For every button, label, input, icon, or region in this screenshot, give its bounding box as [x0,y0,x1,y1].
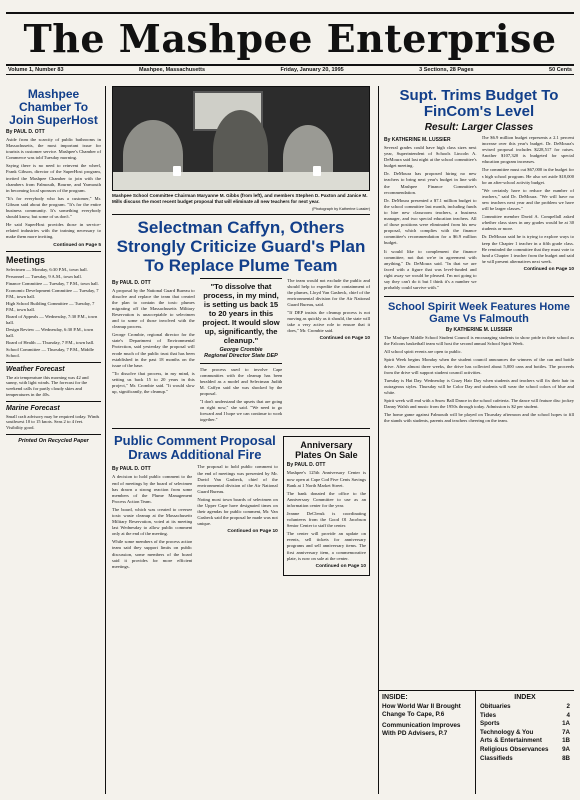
concerns-columns [112,464,278,571]
inside-item: Communication Improves With PD Advisers, P.7 [382,722,461,737]
spirit-paragraph: Spirit Week begins Monday when the student council announces the winners of the can and bottle drive. After almost three weeks, the drive has collected about 5,000 cans and bottles. The proceeds from the drive will support student council activities. [384,357,574,375]
weather-heading: Weather Forecast [6,365,65,373]
concerns-col-2 [197,464,277,571]
divider [112,428,370,429]
index-row [480,729,570,738]
superhost-paragraph: He said SuperHost provides those in service-related industries with the training necessary to make them more inviting. [6,222,101,240]
lower-center [112,432,370,575]
index-name: Obituaries [480,703,511,710]
anniversary-story [283,432,370,575]
budget-paragraph: The $6.9 million budget represents a 2.1 percent increase over this year's budget. Dr. DeMoura's revised proposal includes $228,517 for raises. Another $107,320 is budgeted for special education program increases. [481,135,574,165]
meetings-heading: Meetings [6,254,46,265]
meeting-item: Selectmen — Monday, 6:30 P.M., town hall. [6,266,88,272]
main-paragraph: The team would not exclude the public and should help to expedite the containment of the plumes, Lloyd Van Gasbeck, chief of the environmental division for the Air National Guard Bureau, said. [287,277,370,307]
inside-box [379,691,476,794]
superhost-paragraph: Aside from the scarcity of public bathrooms in Massachusetts, the most important issue for tourists is customer service. Mashpee's Chamber of Commerce was told Tuesday morning. [6,137,101,161]
concerns-paragraph: The proposal to hold public comment to the end of meetings was presented by Mr. David Van Gasbeck, chief of the environmental division of the Air National Guard Bureau. [197,464,278,494]
anniversary-continued: Continued on Page 10 [315,563,366,569]
photo-credit: (Photograph by Katherine Lussier) [312,206,370,211]
budget-paragraph: The committee must cut $67,000 in the budget for a high school program. He also set aside $18,000 for an after-school activity budget. [481,167,574,185]
right-column [378,86,574,794]
main-paragraph: A proposal by the National Guard Bureau to dissolve and replace the team that created the plan to contain the toxic plumes migrating off the Massachusetts Military Reservation is unacceptable to selectmen and to some of those involved with the cleanup process. [112,287,195,330]
index-name: Sports [480,720,500,728]
recycled-note: Printed On Recycled Paper [18,438,89,445]
pull-quote-text: "To dissolve that process, in my mind, is setting us back 15 to 20 years in this project. It would slow up, significantly, the cleanup." [202,281,280,345]
marine-heading: Marine Forecast [6,404,60,412]
index-row [480,720,570,729]
divider [6,251,101,252]
index-page: 1A [562,720,570,728]
main-paragraph: "If DEP insists the cleanup process is not moving as quickly as it should, the state will take a very active role to ensure that it does," Mr. Crombie said. [287,310,370,334]
budget-paragraph: Several grades could have high class sizes next year, Superintendent of Schools Lincoln A. DeMoura said last night at the school committee's budget meeting. [384,145,477,169]
budget-paragraph: Committee member David A. Compellall asked whether class sizes in any grades would be at 30 students or more. [481,214,574,232]
volume-number: Volume 1, Number 83 [8,67,64,73]
spirit-paragraph: Spirit week will end with a Snow Ball Dance in the school cafeteria. The dance will feature disc jockey Danny Walsh and music from the 1950s through today. Admission is $2 per student. [384,398,574,410]
center-column [112,86,370,794]
index-row [480,737,570,746]
photo-table [113,172,369,190]
divider [6,434,101,435]
main-story-col-1 [112,278,195,426]
budget-continued: Continued on Page 10 [523,266,574,272]
main-headline: Selectman Caffyn, Others Strongly Criticize Guard's Plan To Replace Plume Team [116,217,366,275]
budget-col-2 [482,135,575,293]
spirit-byline: By KATHERINE M. LUSSIER [445,327,513,334]
index-row [480,755,570,764]
superhost-paragraph: "It's for everybody who has a customer," Mr. Gibson said about the program. "It's for the entire business community. It's something everybody should know, but some of us don't." [6,195,101,220]
concerns-story [112,432,278,575]
meeting-item: High School Building Committee — Tuesday, 7 P.M., town hall. [6,300,95,312]
spirit-body [384,335,574,525]
concerns-paragraph: Noting most town boards of selectmen on the Upper Cape have designated times on their agendas for public comment, Mr. Van Gasbeck said the proposal he made was not unique. [197,496,278,527]
index-page: 8B [562,754,570,762]
main-paragraph: "To dissolve that process, in my mind, is setting us back 15 to 20 years in this project," Mr. Crombie said. "It would slow up, significantly, the cleanup." [112,370,195,395]
anniversary-paragraph: Jeanne DeCleruk is coordinating volunteers from the Good Ol Jacobson Senior Center to staff the center. [286,511,366,529]
budget-paragraph: Dr. DeMoura presented a $7.1 million budget to the school committee last month, including funds to hire new classroom teachers, a business manager, and two special education teachers. All of those positions were eliminated from his new proposal, which complies with the finance committee's recommendation for a $6.9 million budget. [384,197,477,246]
anniversary-paragraph: The center will provide an update on events, sell tickets for anniversary programs and sell anniversary items. The first anniversary item, a commemorative plate, is now on sale at the center. [286,531,366,561]
superhost-paragraph: Saying there is no need to reinvent the wheel, Frank Gibson, director of the SuperHost program, invited the Mashpee Chamber to join with the chambers from Falmouth, Bourne, and Yarmouth in becoming local sponsors of the program. [6,163,101,193]
main-paragraph: George Crombie, regional director for the state's Department of Environmental Protection, said yesterday the proposal will erode much of the public trust that has been established in the past 18 months on the issue of the base. [112,332,195,368]
divider [112,214,370,215]
main-paragraph: "I don't understand the upsets that are going on right now," she said. "We need to go forward and I hope we can continue to work together." [199,399,283,423]
superhost-headline: Mashpee Chamber To Join SuperHost [9,87,98,127]
index-label: INDEX [514,694,536,701]
index-name: Religious Observances [480,745,549,753]
pull-quote [200,278,283,364]
index-name: Tides [480,711,497,719]
index-row [480,703,570,712]
main-story-col-2 [200,278,283,426]
meetings-list [6,267,101,359]
divider [384,296,574,297]
budget-paragraph: It would like to complement the finance committee, not that we're in agreement with anything," Dr. DeMoura said. "In that we are faced with a figure that was level-funded and right away we would be pleased. I'm not going to say they can't do it but I think it's a number we probably could survive with." [384,248,477,291]
meeting-item: Personnel — Tuesday, 9 A.M., town hall. [6,273,82,279]
budget-subhead: Result: Larger Classes [424,122,534,133]
budget-paragraph: "We certainly have to reduce the number of teachers," said Dr. DeMoura. "We will have no new teachers next year and the problem we have will be larger classes." [481,187,574,212]
inside-index-boxes [379,690,574,794]
spirit-paragraph: All school spirit events are open to public. [384,349,462,355]
index-page: 1B [562,737,570,745]
concerns-continued: Continued on Page 10 [227,529,278,535]
masthead [6,14,574,64]
newspaper-title: The Mashpee Enterprise [23,16,557,61]
divider [6,401,101,402]
price: 50 Cents [549,67,572,73]
budget-col-1 [384,135,477,293]
inside-item: How World War II Brought Change To Cape, P.6 [382,703,461,718]
anniversary-byline: By PAUL D. OTT [286,462,326,469]
main-paragraph: The process used to involve Cape communities with the cleanup has been heralded as a model and Selectman Judith M. Caffyn said she was shocked by the proposal. [199,366,283,396]
main-story-col-3 [287,278,370,426]
weather-text: The air temperature this morning was 42 and sunny, with light winds. The forecast for the weekend calls for partly cloudy skies and temperatures in the 40s. [6,374,89,397]
budget-headline: Supt. Trims Budget To FinCom's Level [399,87,559,120]
spirit-paragraph: The Mashpee Middle School Student Council is encouraging students to show pride in their school as the Falcons basketball team will host the second annual School Spirit Week. [384,335,574,347]
concerns-paragraph: A decision to hold public comment to the end of meetings by the board of selectmen has drawn a strong reaction from some members of the Plume Management Process Action Team. [112,474,193,504]
budget-columns [384,135,574,293]
anniversary-headline: Anniversary Plates On Sale [295,440,358,461]
main-byline: By PAUL D. OTT [112,279,151,286]
photo-cup [173,166,181,176]
spirit-paragraph: Tuesday is Hat Day. Wednesday is Crazy Hair Day when students and teachers will fix their hair in outrageous styles. Thursday will be Color Day and students will wear the school colors of blue and white. [384,377,574,395]
concerns-paragraph: The board, which was created to oversee toxic waste cleanup at the Massachusetts Military Reservation, voted at its meeting last Wednesday to allow public comment only at the end of the meeting. [112,506,193,537]
index-page: 2 [566,703,570,710]
school-committee-photo [112,86,370,191]
spirit-headline: School Spirit Week Features Home Game Vs Falmouth [388,301,570,326]
index-page: 9A [562,745,570,753]
index-row [480,712,570,721]
budget-paragraph: Dr. DeMoura said he is trying to explore ways to keep the Chapter 1 teacher in a fifth grade class. He reminded the committee that they must vote to fund a Chapter 1 teacher from the budget and said he will present alternatives next week. [481,234,574,264]
meeting-item: Finance Committee — Tuesday, 7 P.M., town hall. [6,280,99,286]
main-story-columns [112,278,370,426]
meeting-item: Design Review — Wednesday, 6:30 P.M., town hall. [6,326,94,338]
photo-cup [313,166,321,176]
meeting-item: Board of Appeals — Wednesday, 7:30 P.M., town hall. [6,313,98,325]
index-box [476,691,574,794]
inside-label: INSIDE: [382,694,408,701]
superhost-continued: Continued on Page 5 [53,242,101,248]
index-name: Technology & You [480,728,534,736]
issue-date: Friday, January 20, 1995 [280,67,344,73]
index-name: Arts & Entertainment [480,737,542,745]
anniversary-paragraph: Mashpee's 125th Anniversary Center is now open at Cape Cod Five Cents Savings Bank at 1 North Market Street. [286,470,366,488]
anniversary-paragraph: The bank donated the office to the Anniversary Committee to use as an information center for the year. [286,490,366,508]
marine-text: Small craft advisory may be required today. Winds southwest 10 to 15 knots. Seas 2 to 4 feet. Visibility good. [6,413,100,431]
index-page: 4 [566,711,570,719]
superhost-byline: By PAUL D. OTT [6,129,45,135]
section-count: 3 Sections, 28 Pages [419,67,474,73]
concerns-byline: By PAUL D. OTT [112,466,151,473]
divider [6,362,101,363]
meeting-item: School Committee — Thursday, 7 P.M., Middle School. [6,346,94,358]
spirit-paragraph: The home game against Falmouth will be played on Thursday afternoon and the school hopes to fill the stands with students, parents and teachers cheering on the team. [384,412,574,424]
budget-byline: By KATHERINE M. LUSSIER [384,137,451,143]
meeting-item: Economic Development Committee — Tuesday, 7 P.M., town hall. [6,287,99,299]
pull-quote-title: Regional Director State DEP [204,353,278,360]
main-continued: Continued on Page 10 [319,336,370,342]
concerns-paragraph: While some members of the process action team said they support limits on public discussion, some members of the board said it provides for more efficient meetings. [112,539,193,569]
meeting-item: Board of Health — Thursday, 7 P.M., town hall. [6,339,95,345]
index-name: Classifieds [480,754,513,762]
index-page: 7A [562,728,570,736]
place: Mashpee, Massachusetts [139,67,206,73]
budget-paragraph: Dr. DeMoura has proposed hiring no new teachers to bring next year's budget in line with the Mashpee Finance Committee's recommendation. [384,171,477,195]
left-column [6,86,106,794]
pull-quote-name: George Crombie [219,346,263,353]
anniversary-box [283,436,370,575]
concerns-headline: Public Comment Proposal Draws Additional Fire [113,433,276,463]
concerns-col-1 [112,464,192,571]
dateline [6,64,574,75]
columns [6,86,574,794]
index-row [480,746,570,755]
photo-caption: Mashpee School Committee Chairman Maryanne M. Gibbs (from left), and members Stephen D. Paxton and Janice M. Mills discuss the most recent budget proposal that will eliminate all new teachers for next year. [112,193,368,204]
